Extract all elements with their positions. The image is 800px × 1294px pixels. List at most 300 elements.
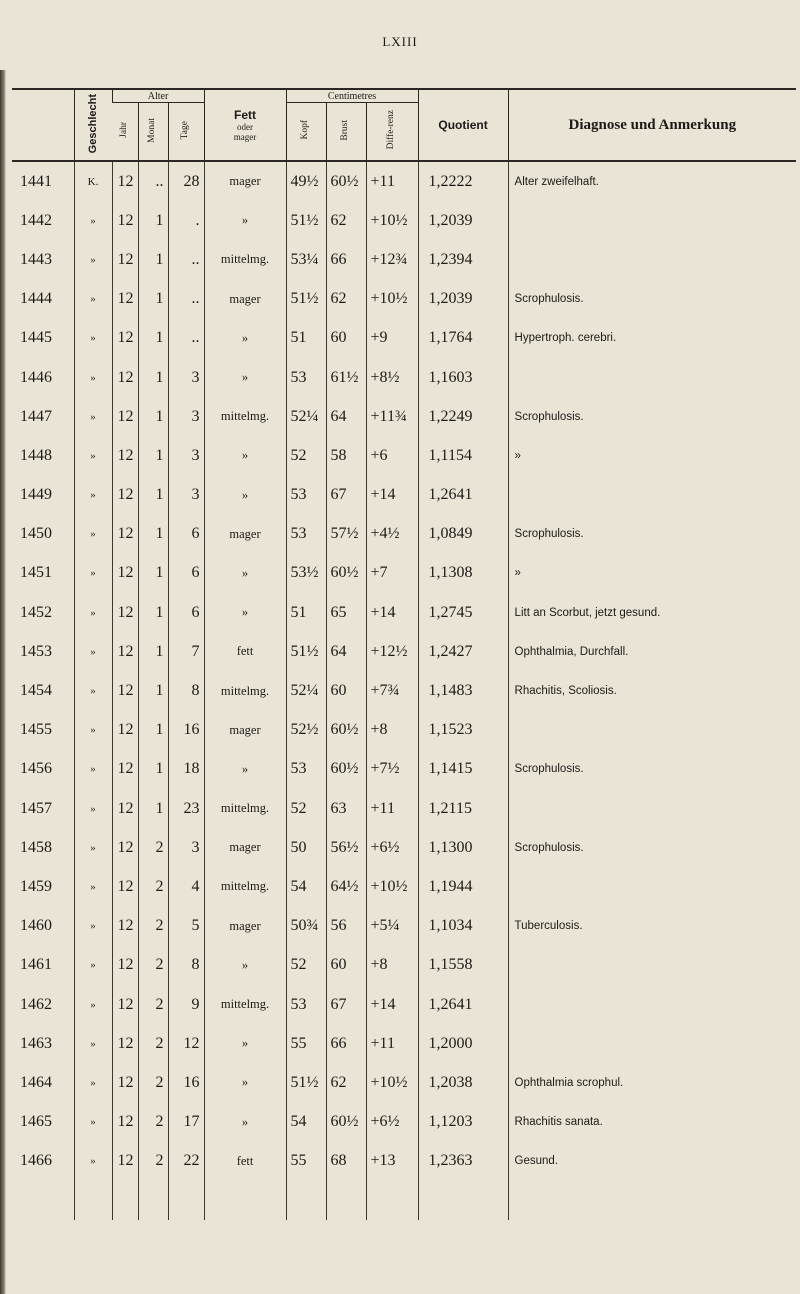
row-quotient: 1,1154 [418,436,508,475]
table-row [12,1142,796,1181]
row-sex: » [74,1103,112,1142]
row-kopf: 53½ [286,554,326,593]
row-diagnose: Rhachitis sanata. [508,1103,796,1142]
table-body [12,161,796,1220]
row-fett: mager [204,280,286,319]
header-centimetres: Centimetres [286,89,418,103]
row-monat: .. [138,161,168,201]
header-jahr: Jahr [112,103,138,161]
row-jahr: 12 [112,280,138,319]
header-fett: Fett oder mager [204,89,286,161]
row-monat: 2 [138,907,168,946]
row-sex: » [74,907,112,946]
row-brust: 68 [326,1142,366,1181]
row-diagnose [508,867,796,906]
row-tage: 23 [168,789,204,828]
row-brust: 60½ [326,711,366,750]
row-jahr: 12 [112,632,138,671]
row-sex: » [74,789,112,828]
spacer-cell [168,1181,204,1220]
row-brust: 57½ [326,515,366,554]
row-brust: 67 [326,476,366,515]
row-differenz: +11¾ [366,397,418,436]
row-sex: » [74,711,112,750]
row-diagnose: Hypertroph. cerebri. [508,319,796,358]
row-kopf: 50 [286,828,326,867]
row-diagnose: » [508,554,796,593]
row-monat: 1 [138,554,168,593]
row-diagnose [508,946,796,985]
row-monat: 1 [138,789,168,828]
row-differenz: +6½ [366,1103,418,1142]
row-number: 1441 [20,172,52,190]
row-differenz: +11 [366,789,418,828]
row-jahr: 12 [112,1103,138,1142]
row-differenz: +7 [366,554,418,593]
row-number: 1464 [20,1073,52,1091]
row-tage: 8 [168,671,204,710]
row-monat: 1 [138,397,168,436]
row-quotient: 1,2039 [418,201,508,240]
spacer-cell [286,1181,326,1220]
row-differenz: +13 [366,1142,418,1181]
row-kopf: 53 [286,476,326,515]
row-monat: 2 [138,1103,168,1142]
table-row [12,671,796,710]
row-differenz: +8½ [366,358,418,397]
row-number: 1453 [20,642,52,660]
table-row [12,1063,796,1102]
row-sex: » [74,436,112,475]
row-differenz: +5¼ [366,907,418,946]
row-tage: 12 [168,1024,204,1063]
row-diagnose: Tuberculosis. [508,907,796,946]
row-quotient: 1,1034 [418,907,508,946]
table-row [12,985,796,1024]
row-kopf: 52¼ [286,671,326,710]
row-differenz: +7¾ [366,671,418,710]
row-diagnose [508,789,796,828]
row-quotient: 1,2249 [418,397,508,436]
row-brust: 67 [326,985,366,1024]
row-number: 1457 [20,799,52,817]
row-differenz: +11 [366,161,418,201]
row-brust: 66 [326,1024,366,1063]
row-brust: 65 [326,593,366,632]
row-fett: » [204,554,286,593]
row-diagnose [508,1024,796,1063]
row-monat: 1 [138,593,168,632]
row-brust: 64½ [326,867,366,906]
row-fett: » [204,1103,286,1142]
row-kopf: 53 [286,358,326,397]
table-row [12,750,796,789]
row-number: 1449 [20,486,52,504]
row-number: 1459 [20,877,52,895]
row-sex: » [74,867,112,906]
row-brust: 56 [326,907,366,946]
row-fett: » [204,946,286,985]
header-monat: Monat [138,103,168,161]
row-tage: 3 [168,397,204,436]
row-number: 1452 [20,603,52,621]
row-quotient: 1,2363 [418,1142,508,1181]
row-fett: » [204,1024,286,1063]
row-jahr: 12 [112,436,138,475]
row-sex: » [74,397,112,436]
table-row [12,240,796,279]
row-sex: » [74,319,112,358]
row-sex: » [74,750,112,789]
row-monat: 1 [138,319,168,358]
spacer-cell [366,1181,418,1220]
row-number: 1446 [20,368,52,386]
row-quotient: 1,2039 [418,280,508,319]
row-quotient: 1,2745 [418,593,508,632]
row-quotient: 1,1308 [418,554,508,593]
row-fett: » [204,436,286,475]
table-row [12,711,796,750]
table-header [12,89,796,161]
table-row [12,593,796,632]
row-number: 1455 [20,721,52,739]
spacer-cell [204,1181,286,1220]
row-number: 1462 [20,995,52,1013]
row-brust: 60½ [326,750,366,789]
row-brust: 62 [326,280,366,319]
row-monat: 2 [138,867,168,906]
row-brust: 60½ [326,1103,366,1142]
row-monat: 1 [138,240,168,279]
header-quotient: Quotient [418,89,508,161]
row-diagnose: Ophthalmia, Durchfall. [508,632,796,671]
row-jahr: 12 [112,1024,138,1063]
row-differenz: +11 [366,1024,418,1063]
row-jahr: 12 [112,593,138,632]
row-monat: 1 [138,515,168,554]
row-jahr: 12 [112,161,138,201]
row-sex: » [74,476,112,515]
row-tage: 18 [168,750,204,789]
row-jahr: 12 [112,671,138,710]
header-geschlecht: Geschlecht [74,89,112,161]
row-number: 1443 [20,250,52,268]
spacer-cell [74,1181,112,1220]
row-diagnose [508,476,796,515]
row-quotient: 1,2641 [418,476,508,515]
row-sex: » [74,1024,112,1063]
row-brust: 60½ [326,554,366,593]
spacer-cell [112,1181,138,1220]
row-diagnose [508,985,796,1024]
row-differenz: +9 [366,319,418,358]
row-diagnose [508,240,796,279]
header-differenz: Diffe-renz [366,103,418,161]
row-fett: fett [204,1142,286,1181]
row-fett: mittelmg. [204,789,286,828]
row-monat: 1 [138,358,168,397]
row-kopf: 49½ [286,161,326,201]
row-monat: 2 [138,1142,168,1181]
row-fett: » [204,358,286,397]
measurement-table [12,88,796,1220]
row-quotient: 1,2000 [418,1024,508,1063]
row-fett: » [204,1063,286,1102]
row-jahr: 12 [112,554,138,593]
row-tage: 5 [168,907,204,946]
row-kopf: 52 [286,946,326,985]
row-diagnose: Scrophulosis. [508,280,796,319]
row-sex: » [74,515,112,554]
row-kopf: 52 [286,789,326,828]
spacer-cell [12,1181,74,1220]
row-fett: mittelmg. [204,397,286,436]
row-quotient: 1,2427 [418,632,508,671]
row-kopf: 50¾ [286,907,326,946]
row-number: 1465 [20,1113,52,1131]
spacer-cell [508,1181,796,1220]
row-number: 1447 [20,407,52,425]
row-differenz: +6 [366,436,418,475]
row-brust: 63 [326,789,366,828]
row-fett: mittelmg. [204,867,286,906]
row-sex: » [74,946,112,985]
row-differenz: +14 [366,593,418,632]
row-sex: » [74,280,112,319]
row-sex: K. [74,161,112,201]
row-sex: » [74,554,112,593]
row-number: 1458 [20,838,52,856]
row-kopf: 51½ [286,632,326,671]
row-number: 1454 [20,682,52,700]
row-jahr: 12 [112,240,138,279]
page-number: LXIII [382,34,418,49]
row-tage: .. [168,319,204,358]
row-kopf: 52 [286,436,326,475]
row-fett: fett [204,632,286,671]
row-number: 1466 [20,1152,52,1170]
row-diagnose: Litt an Scorbut, jetzt gesund. [508,593,796,632]
page-edge-shadow [0,70,6,1294]
row-number: 1442 [20,211,52,229]
row-kopf: 52¼ [286,397,326,436]
row-tage: 28 [168,161,204,201]
row-monat: 1 [138,750,168,789]
row-diagnose: Rhachitis, Scoliosis. [508,671,796,710]
row-jahr: 12 [112,515,138,554]
row-brust: 58 [326,436,366,475]
spacer-cell [418,1181,508,1220]
row-sex: » [74,593,112,632]
row-quotient: 1,0849 [418,515,508,554]
row-diagnose: Scrophulosis. [508,515,796,554]
row-tage: .. [168,240,204,279]
row-differenz: +10½ [366,1063,418,1102]
row-quotient: 1,2115 [418,789,508,828]
row-differenz: +7½ [366,750,418,789]
row-diagnose: Alter zweifelhaft. [508,161,796,201]
row-quotient: 1,1523 [418,711,508,750]
row-quotient: 1,1764 [418,319,508,358]
row-quotient: 1,2641 [418,985,508,1024]
row-kopf: 51½ [286,280,326,319]
row-fett: mager [204,711,286,750]
row-brust: 60 [326,671,366,710]
row-jahr: 12 [112,201,138,240]
table-row [12,436,796,475]
header-brust: Brust [326,103,366,161]
row-tage: 6 [168,554,204,593]
row-sex: » [74,1142,112,1181]
row-differenz: +12½ [366,632,418,671]
row-jahr: 12 [112,985,138,1024]
row-quotient: 1,1300 [418,828,508,867]
row-diagnose [508,711,796,750]
row-jahr: 12 [112,397,138,436]
row-quotient: 1,1203 [418,1103,508,1142]
row-differenz: +8 [366,946,418,985]
row-monat: 1 [138,436,168,475]
row-sex: » [74,828,112,867]
row-number: 1444 [20,290,52,308]
table-row [12,946,796,985]
row-number: 1451 [20,564,52,582]
row-jahr: 12 [112,867,138,906]
row-diagnose: Scrophulosis. [508,750,796,789]
row-tage: 7 [168,632,204,671]
row-differenz: +10½ [366,280,418,319]
row-fett: mager [204,515,286,554]
row-jahr: 12 [112,750,138,789]
row-monat: 2 [138,946,168,985]
row-fett: mager [204,907,286,946]
row-monat: 2 [138,985,168,1024]
row-jahr: 12 [112,789,138,828]
row-kopf: 51 [286,319,326,358]
row-tage: 3 [168,436,204,475]
row-differenz: +8 [366,711,418,750]
header-number [12,89,74,161]
row-jahr: 12 [112,1063,138,1102]
row-kopf: 52½ [286,711,326,750]
row-monat: 1 [138,476,168,515]
table-bottom-spacer [12,1181,796,1220]
row-quotient: 1,1483 [418,671,508,710]
row-kopf: 53 [286,515,326,554]
row-differenz: +10½ [366,201,418,240]
row-tage: 6 [168,593,204,632]
row-diagnose: Gesund. [508,1142,796,1181]
row-number: 1463 [20,1034,52,1052]
header-alter: Alter [112,89,204,103]
row-number: 1445 [20,329,52,347]
table-row [12,1103,796,1142]
table-row [12,1024,796,1063]
row-brust: 56½ [326,828,366,867]
table-row [12,515,796,554]
row-fett: » [204,201,286,240]
row-monat: 1 [138,632,168,671]
row-quotient: 1,1558 [418,946,508,985]
row-tage: 3 [168,358,204,397]
row-monat: 1 [138,671,168,710]
row-monat: 2 [138,1024,168,1063]
row-jahr: 12 [112,1142,138,1181]
row-tage: 6 [168,515,204,554]
row-jahr: 12 [112,828,138,867]
row-brust: 66 [326,240,366,279]
row-sex: » [74,632,112,671]
row-brust: 60 [326,946,366,985]
header-tage: Tage [168,103,204,161]
row-number: 1461 [20,956,52,974]
row-monat: 1 [138,201,168,240]
row-tage: 9 [168,985,204,1024]
row-number: 1450 [20,525,52,543]
table-row [12,632,796,671]
row-jahr: 12 [112,319,138,358]
row-differenz: +12¾ [366,240,418,279]
table-row [12,907,796,946]
row-quotient: 1,2038 [418,1063,508,1102]
row-sex: » [74,1063,112,1102]
row-quotient: 1,1944 [418,867,508,906]
table-row [12,397,796,436]
row-kopf: 51½ [286,201,326,240]
header-diagnose: Diagnose und Anmerkung [508,89,796,161]
table-row [12,280,796,319]
table-row [12,358,796,397]
row-diagnose: Scrophulosis. [508,828,796,867]
row-tage: 3 [168,476,204,515]
row-kopf: 53¼ [286,240,326,279]
row-jahr: 12 [112,711,138,750]
row-quotient: 1,2222 [418,161,508,201]
row-fett: » [204,593,286,632]
row-brust: 64 [326,397,366,436]
row-kopf: 54 [286,867,326,906]
row-tage: 17 [168,1103,204,1142]
row-diagnose [508,358,796,397]
table-row [12,828,796,867]
row-diagnose: » [508,436,796,475]
row-sex: » [74,240,112,279]
row-number: 1456 [20,760,52,778]
row-differenz: +6½ [366,828,418,867]
row-tage: 4 [168,867,204,906]
row-kopf: 51 [286,593,326,632]
row-fett: » [204,476,286,515]
spacer-cell [138,1181,168,1220]
row-kopf: 55 [286,1142,326,1181]
row-tage: 22 [168,1142,204,1181]
row-sex: » [74,358,112,397]
table-row [12,319,796,358]
row-kopf: 55 [286,1024,326,1063]
row-diagnose: Ophthalmia scrophul. [508,1063,796,1102]
row-tage: 16 [168,711,204,750]
table-row [12,201,796,240]
row-monat: 1 [138,711,168,750]
table-row [12,554,796,593]
row-kopf: 53 [286,750,326,789]
row-fett: mager [204,161,286,201]
row-tage: .. [168,280,204,319]
row-brust: 60 [326,319,366,358]
table-row [12,789,796,828]
row-fett: » [204,319,286,358]
row-fett: » [204,750,286,789]
